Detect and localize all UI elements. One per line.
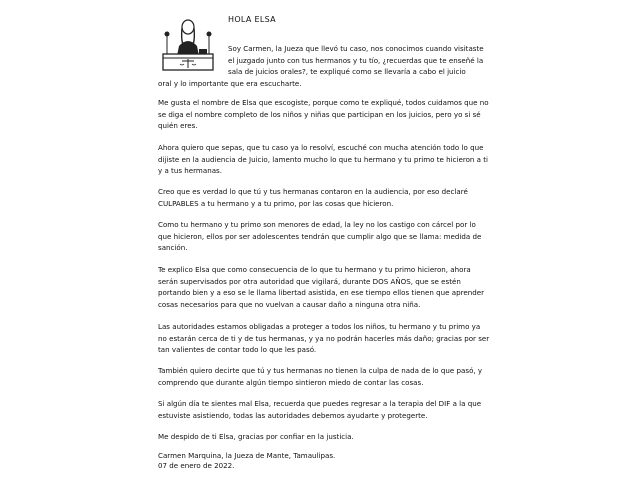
paragraph-6: Te explico Elsa que como consecuencia de lo que tu hermano y tu primo hicieron, ahora serán supervisados por otra autoridad que vigilará, durante DOS AÑOS, que se estén portando bien y a eso se le llama libertad asistida, en ese tiempo ellos tienen que aprender cosas necesarios para que no vuelvan a causar daño a ninguna otra niña. — [158, 265, 485, 309]
greeting: HOLA ELSA — [228, 15, 276, 24]
signature-date: 07 de enero de 2022. — [158, 461, 235, 470]
paragraph-9: Si algún día te sientes mal Elsa, recuerda que puedes regresar a la terapia del DIF a la que estuviste asistiendo, todas las autoridades debemos ayudarte y protegerte. — [158, 399, 482, 420]
paragraph-3: Ahora quiero que sepas, que tu caso ya lo resolví, escuché con mucha atención todo lo que dijiste en la audiencia de Juicio, lamento mucho lo que tu hermano y tu primo te hicieron a ti y a tus hermanas. — [158, 143, 489, 176]
signature — [158, 451, 335, 471]
paragraph-4: Creo que es verdad lo que tú y tus hermanas contaron en la audiencia, por eso declaré CULPABLES a tu hermano y a tu primo, por las cosas que hicieron. — [158, 187, 468, 208]
paragraph-10: Me despido de ti Elsa, gracias por confiar en la justicia. — [158, 432, 354, 441]
intro-paragraph-end: oral y lo importante que era escucharte. — [158, 79, 302, 88]
intro-paragraph: Soy Carmen, la Jueza que llevó tu caso, nos conocimos cuando visitaste el juzgado junto con tus hermanos y tu tío, ¿recuerdas que te enseñé la sala de juicios orales?, te expliqué como se llevaría a cabo el juicio — [228, 44, 484, 77]
paragraph-7: Las autoridades estamos obligadas a proteger a todos los niños, tu hermano y tu primo ya no estarán cerca de ti y de tus hermanas, y ya no podrán hacerles más daño; gracias por ser tan valientes de contar todo lo que les pasó. — [158, 322, 490, 355]
paragraph-2: Me gusta el nombre de Elsa que escogiste, porque como te expliqué, todos cuidamos que no se diga el nombre completo de los niños y niñas que participan en los juicios, pero yo si sé quién eres. — [158, 98, 489, 131]
paragraph-8: También quiero decirte que tú y tus hermanas no tienen la culpa de nada de lo que pasó, y comprendo que durante algún tiempo sintieron miedo de contar las cosas. — [158, 366, 483, 387]
judge-illustration-icon — [159, 16, 217, 74]
paragraph-5: Como tu hermano y tu primo son menores de edad, la ley no los castigo con cárcel por lo que hicieron, ellos por ser adolescentes tendrán que cumplir algo que se llama: medida de sanción. — [158, 220, 482, 253]
signature-name: Carmen Marquina, la Jueza de Mante, Tamaulipas. — [158, 451, 336, 460]
